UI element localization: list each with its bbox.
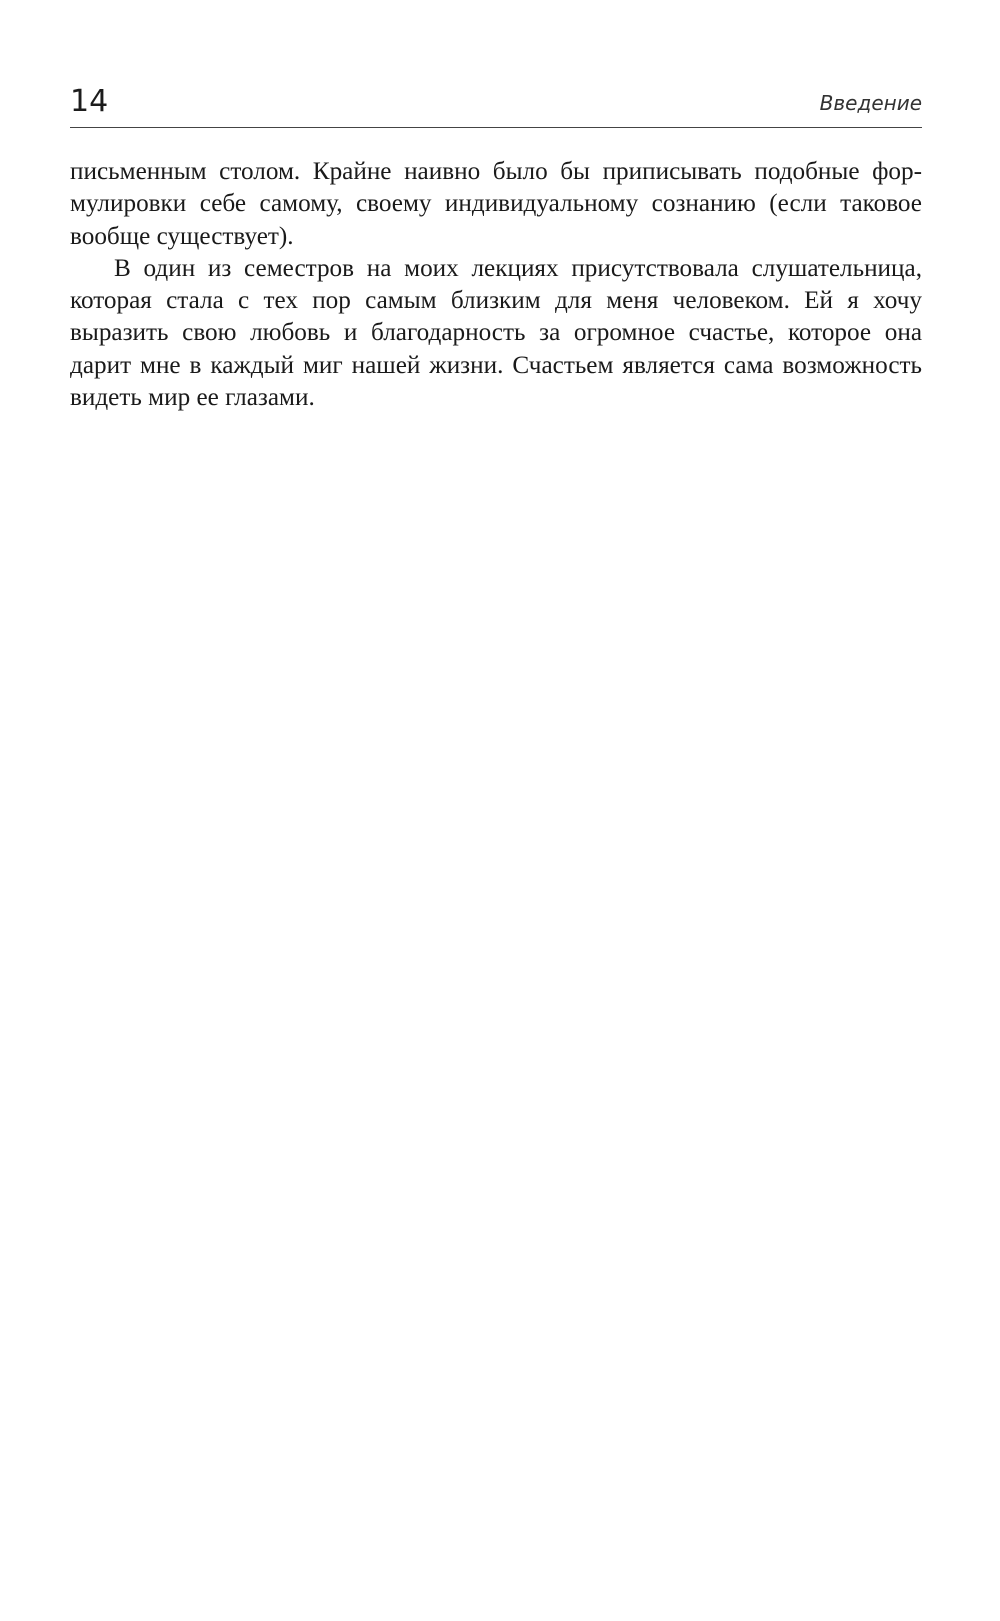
body-text (70, 156, 922, 414)
paragraph-dedication: В один из семестров на моих лекциях присутствовала слушательница, которая стала с тех пор самым близким для меня человеком. Ей я хочу выразить свою любовь и благодарность за огромное счастье, которое она дарит мне в каждый миг нашей жизни. Счастьем является сама возможность видеть мир ее глазами. (70, 254, 922, 412)
section-title: Введение (819, 91, 922, 115)
running-head (70, 84, 922, 128)
page-number: 14 (70, 84, 109, 119)
paragraph-continuation: письменным столом. Крайне наивно было бы приписывать подобные формулировки себе самому, своему индивидуальному сознанию (если таковое вообще существует). (70, 158, 922, 250)
header-rule (70, 127, 922, 128)
